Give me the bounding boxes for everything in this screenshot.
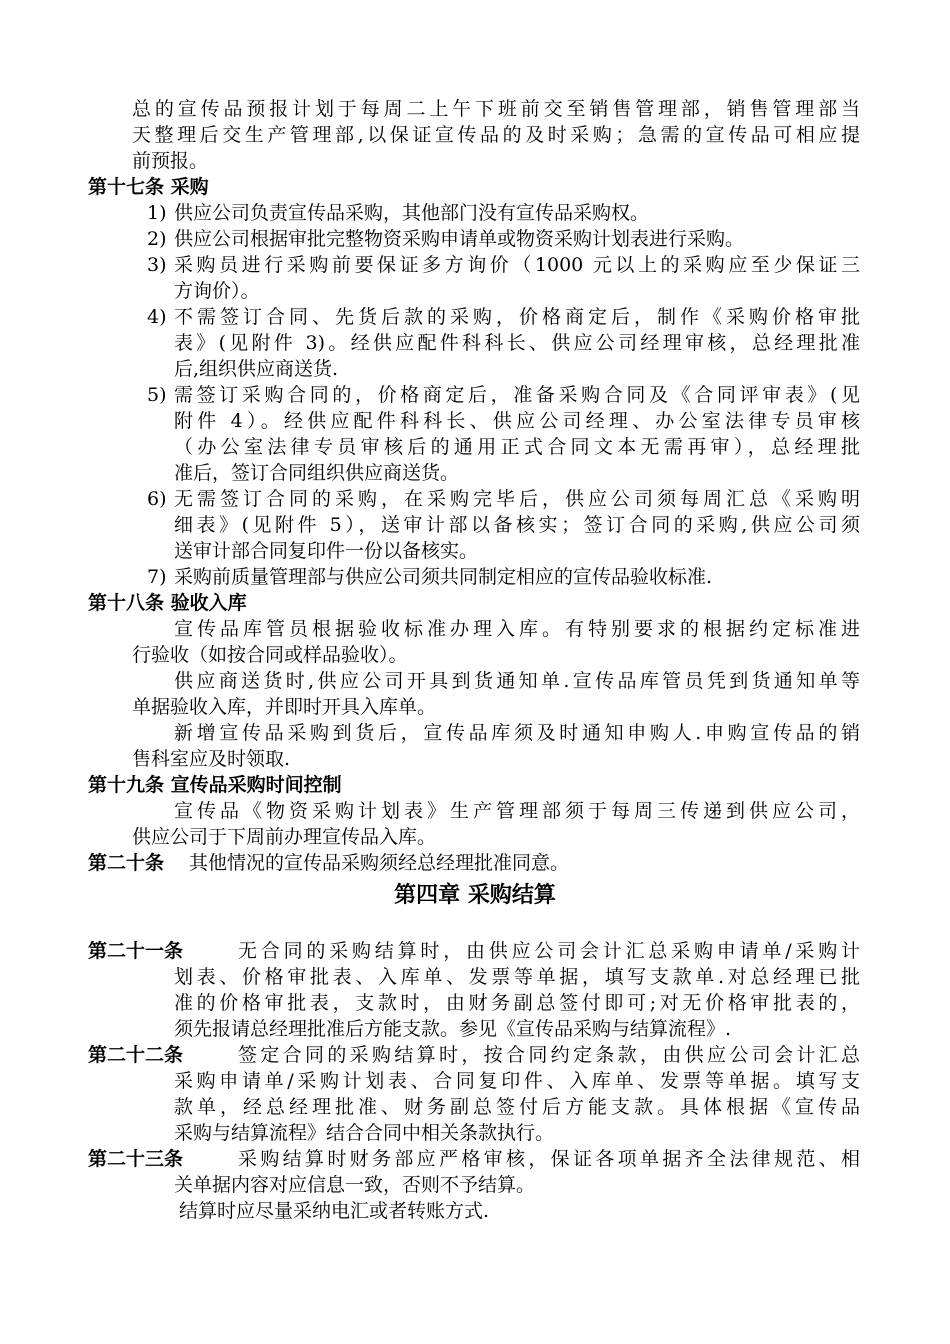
list-number: 1) <box>147 202 167 224</box>
article-22-title: 第二十二条 <box>88 1044 184 1066</box>
list-item-text: 后,组织供应商送货. <box>174 358 339 380</box>
paragraph-line: 售科室应及时领取. <box>132 748 291 770</box>
paragraph-line: 采购申请单/采购计划表、合同复印件、入库单、发票等单据。填写支 <box>174 1070 860 1092</box>
list-item-text: 无需签订合同的采购，在采购完毕后，供应公司须每周汇总《采购明 <box>174 488 860 510</box>
paragraph-line: 宣传品库管员根据验收标准办理入库。有特别要求的根据约定标准进 <box>174 618 860 640</box>
paragraph-line: 须先报请总经理批准后方能支款。参见《宣传品采购与结算流程》. <box>174 1018 732 1040</box>
list-item-text: 供应公司根据审批完整物资采购申请单或物资采购计划表进行采购。 <box>174 228 745 250</box>
article-20-title: 第二十条 <box>88 852 165 874</box>
paragraph-line: 无合同的采购结算时，由供应公司会计汇总采购申请单/采购计 <box>238 940 860 962</box>
intro-line-1: 总的宣传品预报计划于每周二上午下班前交至销售管理部，销售管理部当 <box>132 98 860 120</box>
paragraph-line: 签定合同的采购结算时，按合同约定条款，由供应公司会计汇总 <box>238 1044 860 1066</box>
paragraph-line: 采购与结算流程》结合合同中相关条款执行。 <box>174 1122 555 1144</box>
list-item-text: （办公室法律专员审核后的通用正式合同文本无需再审），总经理批 <box>174 436 860 458</box>
paragraph-line: 行验收（如按合同或样品验收）。 <box>132 644 408 666</box>
paragraph-line: 关单据内容对应信息一致，否则不予结算。 <box>174 1174 536 1196</box>
paragraph-line: 供应商送货时,供应公司开具到货通知单.宣传品库管员凭到货通知单等 <box>174 670 860 692</box>
paragraph-line: 宣传品《物资采购计划表》生产管理部须于每周三传递到供应公司， <box>174 800 860 822</box>
list-number: 7) <box>147 566 167 588</box>
list-item-text: 不需签订合同、先货后款的采购，价格商定后，制作《采购价格审批 <box>174 306 860 328</box>
list-item-text: 方询价）。 <box>174 280 260 302</box>
list-item-text: 供应公司负责宣传品采购，其他部门没有宣传品采购权。 <box>174 202 650 224</box>
article-23-title: 第二十三条 <box>88 1148 184 1170</box>
list-item-text: 细表》(见附件 5），送审计部以备核实；签订合同的采购,供应公司须 <box>174 514 860 536</box>
article-17-title: 第十七条 采购 <box>88 176 209 198</box>
paragraph-line: 单据验收入库，并即时开具入库单。 <box>132 696 437 718</box>
paragraph-line: 划表、价格审批表、入库单、发票等单据，填写支款单.对总经理已批 <box>174 966 860 988</box>
list-number: 2) <box>147 228 167 250</box>
paragraph-line: 准的价格审批表，支款时，由财务副总签付即可;对无价格审批表的， <box>174 992 860 1014</box>
list-item-text: 附件 4）。经供应配件科科长、供应公司经理、办公室法律专员审核 <box>174 410 860 432</box>
intro-line-3: 前预报。 <box>132 150 209 172</box>
paragraph-line: 采购结算时财务部应严格审核，保证各项单据齐全法律规范、相 <box>238 1148 860 1170</box>
list-item-text: 采购前质量管理部与供应公司须共同制定相应的宣传品验收标准. <box>174 566 713 588</box>
chapter-heading: 第四章 采购结算 <box>394 883 556 908</box>
article-18-title: 第十八条 验收入库 <box>88 592 247 614</box>
list-item-text: 送审计部合同复印件一份以备核实。 <box>174 540 479 562</box>
list-item-text: 表》(见附件 3)。经供应配件科科长、供应公司经理审核，总经理批准 <box>174 332 860 354</box>
list-number: 6) <box>147 488 167 510</box>
article-20-text: 其他情况的宣传品采购须经总经理批准同意。 <box>189 852 570 874</box>
list-item-text: 采购员进行采购前要保证多方询价（1000 元以上的采购应至少保证三 <box>174 254 860 276</box>
list-number: 5) <box>147 384 167 406</box>
article-19-title: 第十九条 宣传品采购时间控制 <box>88 774 342 796</box>
paragraph-line: 供应公司于下周前办理宣传品入库。 <box>132 826 437 848</box>
paragraph-line: 款单，经总经理批准、财务副总签付后方能支款。具体根据《宣传品 <box>174 1096 860 1118</box>
intro-line-2: 天整理后交生产管理部,以保证宣传品的及时采购；急需的宣传品可相应提 <box>132 124 860 146</box>
list-number: 4) <box>147 306 167 328</box>
paragraph-line: 结算时应尽量采纳电汇或者转账方式. <box>179 1200 490 1222</box>
paragraph-line: 新增宣传品采购到货后，宣传品库须及时通知申购人.申购宣传品的销 <box>174 722 860 744</box>
list-item-text: 需签订采购合同的，价格商定后，准备采购合同及《合同评审表》(见 <box>174 384 860 406</box>
list-number: 3) <box>147 254 167 276</box>
list-item-text: 准后，签订合同组织供应商送货。 <box>174 462 460 484</box>
article-21-title: 第二十一条 <box>88 940 184 962</box>
